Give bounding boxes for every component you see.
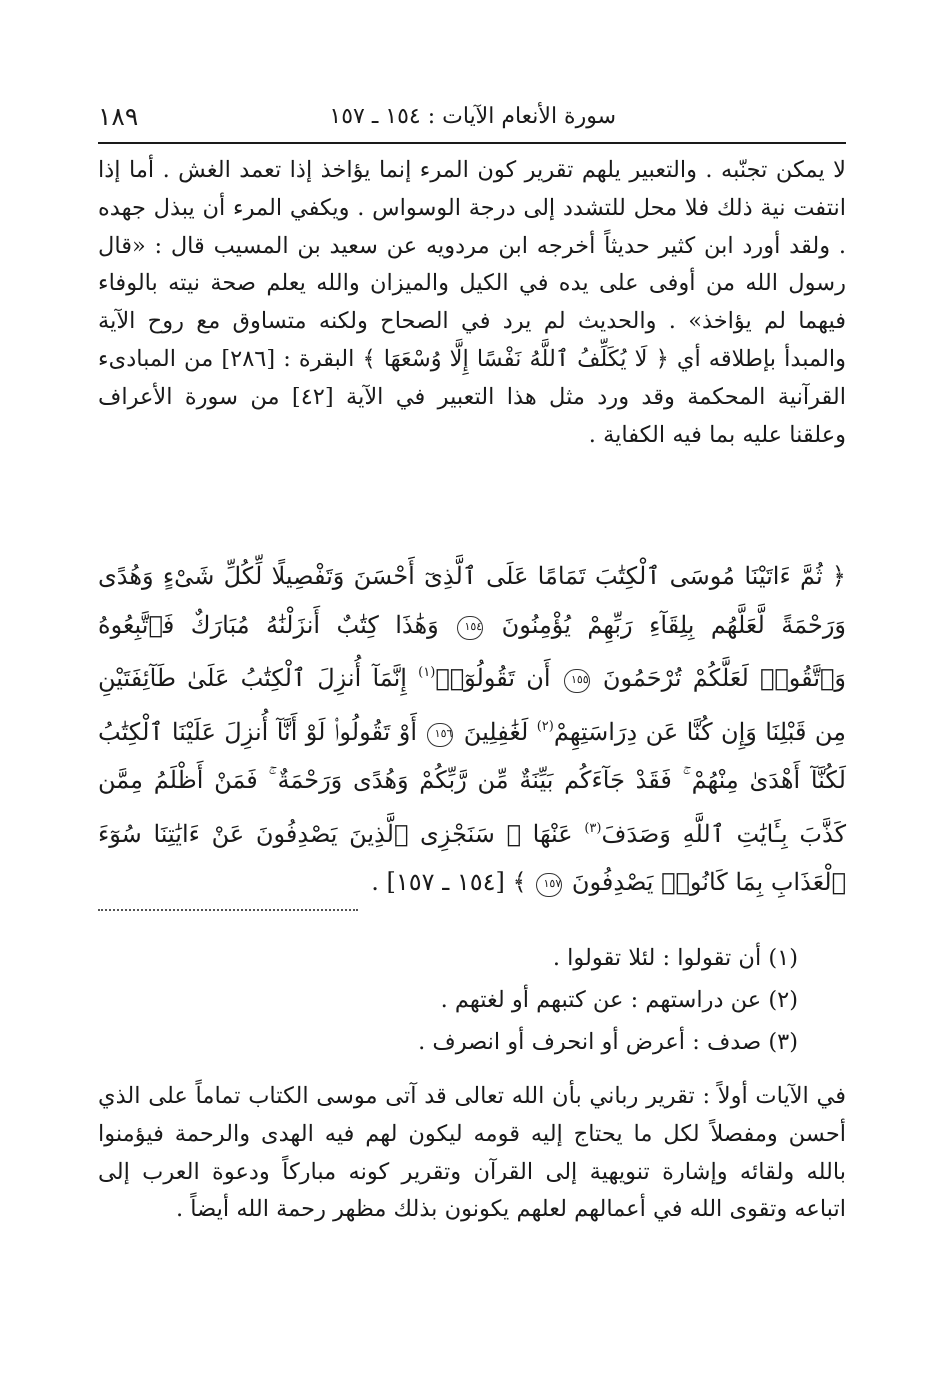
header-rule: [98, 142, 846, 144]
quran-segment: إِنَّمَآ أُنزِلَ ٱلْكِتَٰبُ عَلَىٰ طَآئِفَتَيْنِ مِن قَبْلِنَا وَإِن كُنَّا عَن دِرَاسَتِهِمْ: [98, 664, 846, 746]
page-number: ١٨٩: [98, 102, 139, 131]
footnote-separator: [98, 909, 358, 911]
quran-segment: ﴾ [١٥٤ ـ ١٥٧] .: [371, 868, 527, 896]
footnote-ref: (٣): [584, 820, 602, 836]
ayah-number-marker: ١٥٤: [457, 616, 483, 640]
quran-passage: [98, 552, 846, 907]
page-header: [98, 100, 846, 146]
footnotes: [98, 937, 846, 1063]
footnote-item: (١) أن تقولوا : لئلا تقولوا .: [552, 945, 798, 971]
quran-segment: أَن تَقُولُوٓا۟: [435, 664, 551, 692]
intro-paragraph-text: لا يمكن تجنّبه . والتعبير يلهم تقرير كون المرء إنما يؤاخذ إذا تعمد الغش . أما إذا انتفت نية ذلك فلا محل للتشدد إلى درجة الوسواس . ويكفي المرء أن يبذل جهده . ولقد أورد ابن كثير حديثاً أخرجه ابن مردويه عن سعيد بن المسيب قال : «قال رسول الله من أوفى على يده في الكيل والميزان والله يعلم صحة نيته بالوفاء فيهما لم يؤاخذ» . والحديث لم يرد في الصحاح ولكنه متساوق مع روح الآية والمبدأ بإطلاقه أي ﴿ لَا يُكَلِّفُ ٱللَّهُ نَفْسًا إِلَّا وُسْعَهَا ﴾ البقرة : [٢٨٦] من المبادىء القرآنية المحكمة وقد ورد مثل هذا التعبير في الآية [٤٢] من سورة الأعراف وعلقنا عليه بما فيه الكفاية .: [98, 157, 846, 448]
ayah-number-marker: ١٥٧: [536, 873, 562, 897]
running-title: سورة الأنعام الآيات : ١٥٤ ـ ١٥٧: [329, 104, 616, 129]
intro-paragraph: [98, 152, 846, 454]
commentary-paragraph: [98, 1078, 846, 1229]
quran-segment: لَغَٰفِلِينَ: [463, 717, 529, 746]
quran-segment: وَهَٰذَا كِتَٰبٌ أَنزَلْنَٰهُ مُبَارَكٌ فَٱتَّبِعُوهُ وَٱتَّقُوا۟ لَعَلَّكُمْ تُرْحَمُونَ: [98, 610, 846, 692]
footnote-ref: (١): [418, 665, 436, 680]
footnote-item: (٢) عن دراستهم : عن كتبهم أو لغتهم .: [440, 987, 798, 1013]
ayah-number-marker: ١٥٦: [427, 723, 453, 747]
commentary-paragraph-text: في الآيات أولاً : تقرير رباني بأن الله تعالى قد آتى موسى الكتاب تماماً على الذي أحسن ومفصلاً لكل ما يحتاج إليه قومه ليكون لهم فيه الهدى والرحمة فيؤمنوا بالله ولقائه وإشارة تنويهية إلى القرآن وتقرير كونه مباركاً ودعوة العرب إلى اتباعه وتقوى الله في أعمالهم لعلهم يكونون بذلك مظهر رحمة الله أيضاً .: [98, 1083, 846, 1223]
quran-segment: عَنْهَا ۗ سَنَجْزِى ٱلَّذِينَ يَصْدِفُونَ عَنْ ءَايَٰتِنَا سُوٓءَ ٱلْعَذَابِ بِمَا كَانُوا۟ يَصْدِفُونَ: [98, 819, 846, 896]
quran-text: [98, 552, 846, 907]
ayah-number-marker: ١٥٥: [564, 669, 590, 693]
quran-segment: أَوْ تَقُولُوا۟ لَوْ أَنَّآ أُنزِلَ عَلَيْنَا ٱلْكِتَٰبُ لَكُنَّآ أَهْدَىٰ مِنْهُمْ ۚ فَقَدْ جَآءَكُم بَيِّنَةٌ مِّن رَّبِّكُمْ وَهُدًى وَرَحْمَةٌ ۚ فَمَنْ أَظْلَمُ مِمَّن كَذَّبَ بِـَٔايَٰتِ ٱللَّهِ وَصَدَفَ: [98, 717, 847, 848]
footnote-item: (٣) صدف : أعرض أو انحرف أو انصرف .: [418, 1029, 798, 1055]
footnote-ref: (٢): [536, 718, 554, 734]
quran-segment: ﴿ ثُمَّ ءَاتَيْنَا مُوسَى ٱلْكِتَٰبَ تَمَامًا عَلَى ٱلَّذِىٓ أَحْسَنَ وَتَفْصِيلًا لِّكُلِّ شَىْءٍ وَهُدًى وَرَحْمَةً لَّعَلَّهُم بِلِقَآءِ رَبِّهِمْ يُؤْمِنُونَ: [98, 562, 847, 639]
